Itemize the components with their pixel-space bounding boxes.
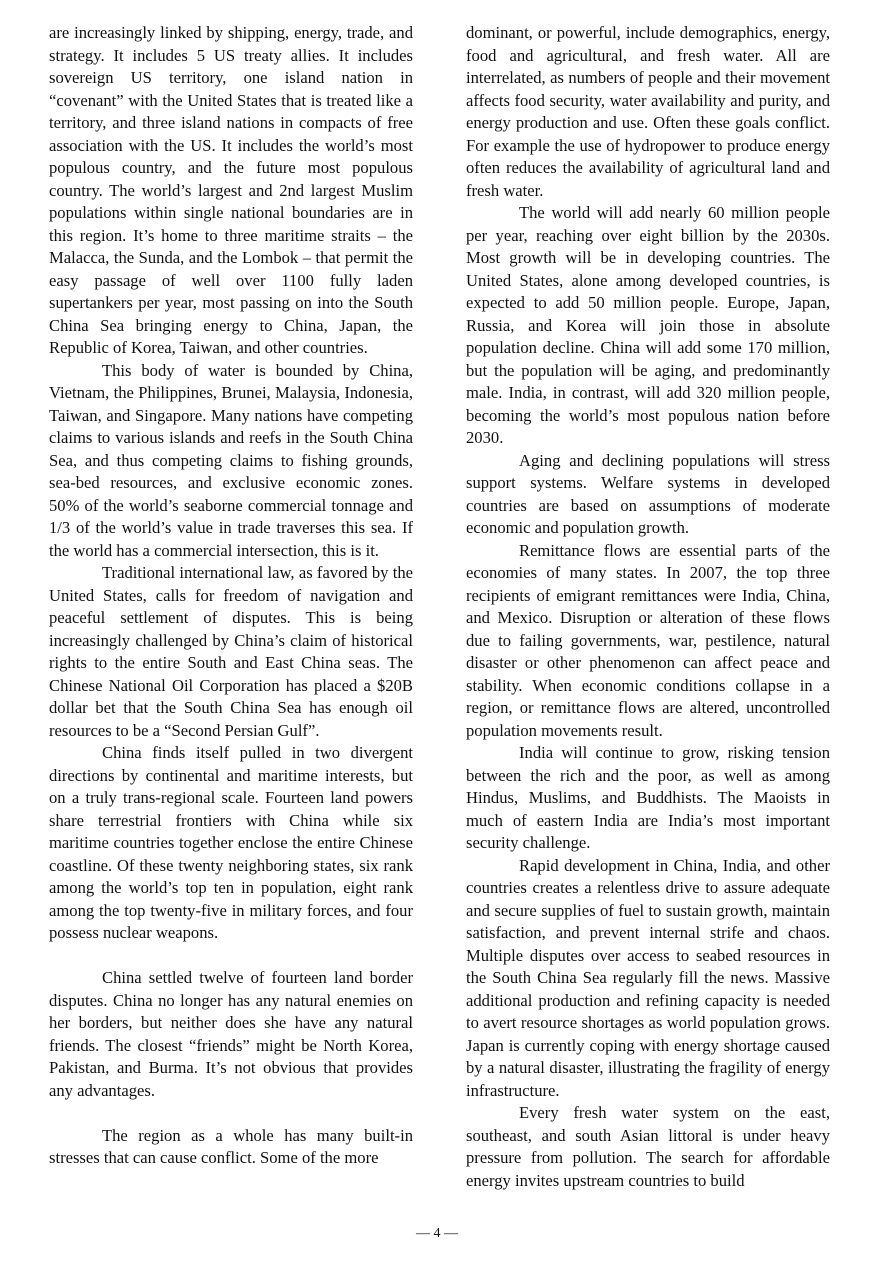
paragraph: China finds itself pulled in two divergent directions by continental and maritime interests, but on a truly trans-regional scale. Fourteen land powers share terrestrial frontiers with China while six maritime countries together enclose the entire Chinese coastline. Of these twenty neighboring states, six rank among the world’s top ten in population, eight rank among the top twenty-five in military forces, and four possess nuclear weapons. [49,743,413,942]
paragraph: Remittance flows are essential parts of the economies of many states. In 2007, the top three recipients of emigrant remittances were India, China, and Mexico. Disruption or alteration of these flows due to failing governments, war, pestilence, natural disaster or other phenomenon can affect peace and stability. When economic conditions collapse in a region, or remittance flows are altered, uncontrolled population movements result. [466,540,830,740]
paragraph: The region as a whole has many built-in stresses that can cause conflict. Some of the more [49,1125,413,1167]
paragraph: India will continue to grow, risking tension between the rich and the poor, as well as among Hindus, Muslims, and Buddhists. The Maoists in much of eastern India are India’s most important security challenge. [466,743,830,852]
paragraph: China settled twelve of fourteen land border disputes. China no longer has any natural enemies on her borders, but neither does she have any natural friends. The closest “friends” might be North Korea, Pakistan, and Burma. It’s not obvious that provides any advantages. [49,968,413,1100]
left-text-column [49,22,413,1170]
paragraph: are increasingly linked by shipping, energy, trade, and strategy. It includes 5 US treaty allies. It includes sovereign US territory, one island nation in “covenant” with the United States that is treated like a territory, and three island nations in compacts of free association with the US. It includes the world’s most populous country, and the future most populous country. The world’s largest and 2nd largest Muslim populations within single national boundaries are in this region. It’s home to three maritime straits – the Malacca, the Sunda, and the Lombok – that permit the easy passage of well over 1100 fully laden supertankers per year, most passing on into the South China Sea bringing energy to China, Japan, the Republic of Korea, Taiwan, and other countries. [49,23,413,357]
paragraph: Traditional international law, as favored by the United States, calls for freedom of navigation and peaceful settlement of disputes. This is being increasingly challenged by China’s claim of historical rights to the entire South and East China seas. The Chinese National Oil Corporation has placed a $20B dollar bet that the South China Sea has enough oil resources to be a “Second Persian Gulf”. [49,563,413,740]
paragraph: Rapid development in China, India, and other countries creates a relentless drive to assure adequate and secure supplies of fuel to sustain growth, maintain satisfaction, and prevent internal strife and chaos. Multiple disputes over access to seabed resources in the South China Sea regularly fill the news. Massive additional production and refining capacity is needed to avert resource shortages as world population grows. Japan is currently coping with energy shortage caused by a natural disaster, illustrating the fragility of energy infrastructure. [466,855,830,1100]
paragraph: Every fresh water system on the east, southeast, and south Asian littoral is under heavy pressure from pollution. The search for affordable energy invites upstream countries to build [466,1103,830,1190]
paragraph: dominant, or powerful, include demographics, energy, food and agricultural, and fresh water. All are interrelated, as numbers of people and their movement affects food security, water availability and purity, and energy production and use. Often these goals conflict. For example the use of hydropower to produce energy often reduces the availability of agricultural land and fresh water. [466,23,830,200]
paragraph: This body of water is bounded by China, Vietnam, the Philippines, Brunei, Malaysia, Indonesia, Taiwan, and Singapore. Many nations have competing claims to various islands and reefs in the South China Sea, and thus competing claims to fishing grounds, sea-bed resources, and exclusive economic zones. 50% of the world’s seaborne commercial tonnage and 1/3 of the world’s value in trade traverses this sea. If the world has a commercial intersection, this is it. [49,360,413,560]
paragraph: Aging and declining populations will stress support systems. Welfare systems in developed countries are based on assumptions of moderate economic and population growth. [466,450,830,537]
paragraph: The world will add nearly 60 million people per year, reaching over eight billion by the 2030s. Most growth will be in developing countries. The United States, alone among developed countries, is expected to add 50 million people. Europe, Japan, Russia, and Korea will join those in absolute population decline. China will add some 170 million, but the population will be aging, and predominantly male. India, in contrast, will add 320 million people, becoming the world’s most populous nation before 2030. [466,203,830,447]
right-text-column [466,22,830,1192]
page-number: — 4 — [416,1226,458,1241]
